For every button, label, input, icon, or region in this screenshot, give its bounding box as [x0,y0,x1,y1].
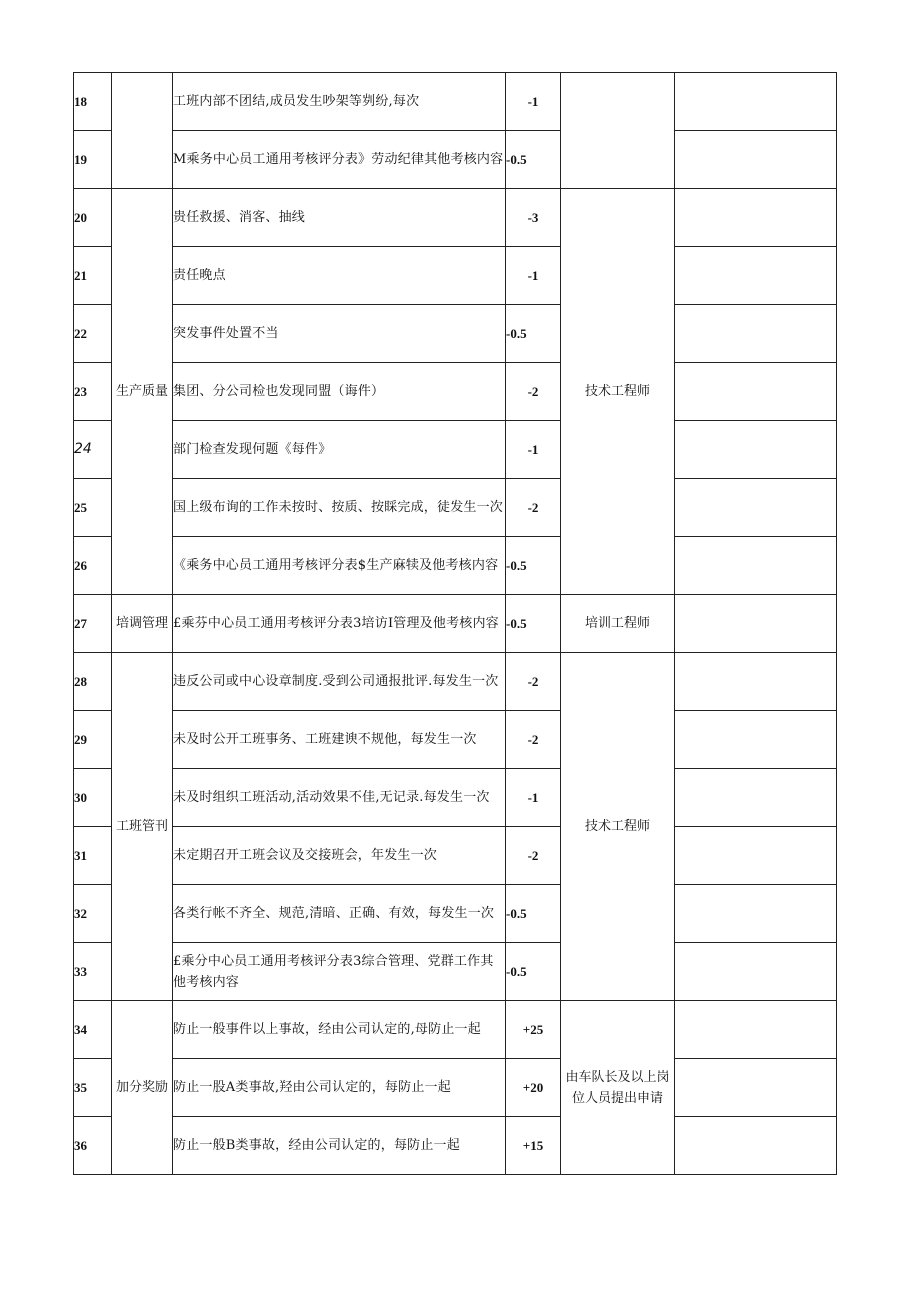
table-row [74,73,837,131]
table-row [74,363,837,421]
responsible-training-engineer: 培训工程师 [561,595,675,653]
row-description: 贵任救援、消客、抽线 [173,189,506,247]
row-description: 集团、分公司检也发现同盟（诲件） [173,363,506,421]
row-description: 各类行帐不齐全、规范,清暗、正确、有效，每发生一次 [173,885,506,943]
row-number: 32 [74,885,112,943]
row-number: 29 [74,711,112,769]
table-row [74,827,837,885]
row-description: 工班内部不团结,成员发生吵架等刿纷,每次 [173,73,506,131]
row-number: 24 [74,421,112,479]
remark-cell [675,653,837,711]
row-score: -0.5 [506,885,561,943]
table-row [74,711,837,769]
row-description: £乘芬中心员工通用考核评分表3培访I管理及他考核内容 [173,595,506,653]
table-row [74,1001,837,1059]
responsible-tech-engineer: 技术工程师 [561,189,675,595]
row-number: 30 [74,769,112,827]
category-bonus-reward: 加分奖励 [112,1001,173,1175]
row-number: 20 [74,189,112,247]
row-number: 22 [74,305,112,363]
category-training-management: 培调管理 [112,595,173,653]
responsible-bonus-applicant: 由车队长及以上岗位人员提出申请 [561,1001,675,1175]
row-score: -0.5 [506,595,561,653]
row-score: -3 [506,189,561,247]
row-description: 未定期召开工班会议及交接班会，年发生一次 [173,827,506,885]
remark-cell [675,827,837,885]
row-number: 34 [74,1001,112,1059]
row-description: 防止一股A类事故,羟由公司认定的，每防止一起 [173,1059,506,1117]
responsible-cell-blank [561,73,675,189]
remark-cell [675,885,837,943]
table-row [74,943,837,1001]
table-row [74,247,837,305]
category-production-quality: 生产质量 [112,189,173,595]
category-cell-blank [112,73,173,189]
row-description: 防止一般B类事故，经由公司认定的，每防止一起 [173,1117,506,1175]
row-number: 33 [74,943,112,1001]
remark-cell [675,595,837,653]
table-row [74,131,837,189]
row-description: 未及时组织工班活动,活动效果不佳,无记录.每发生一次 [173,769,506,827]
row-number: 18 [74,73,112,131]
row-score: -2 [506,363,561,421]
remark-cell [675,479,837,537]
table-row [74,421,837,479]
remark-cell [675,1059,837,1117]
remark-cell [675,73,837,131]
table-row [74,1059,837,1117]
row-number: 25 [74,479,112,537]
table-row [74,1117,837,1175]
row-number: 31 [74,827,112,885]
remark-cell [675,305,837,363]
row-score: -1 [506,73,561,131]
remark-cell [675,711,837,769]
row-number: 35 [74,1059,112,1117]
row-score: -1 [506,247,561,305]
remark-cell [675,769,837,827]
row-description: £乘分中心员工通用考核评分表3综合管理、党群工作其他考核内容 [173,943,506,1001]
row-score: +25 [506,1001,561,1059]
table-row [74,653,837,711]
row-description: 国上级布询的工作未按时、按质、按睬完成，徒发生一次 [173,479,506,537]
row-score: -0.5 [506,305,561,363]
row-score: +20 [506,1059,561,1117]
row-description: 突发事件处置不当 [173,305,506,363]
row-score: -0.5 [506,131,561,189]
table-row [74,189,837,247]
row-description: M乘务中心员工通用考核评分表》劳动纪律其他考核内容 [173,131,506,189]
row-number: 26 [74,537,112,595]
row-description: 违反公司或中心设章制度.受到公司通报批评.每发生一次 [173,653,506,711]
row-score: -0.5 [506,943,561,1001]
table-row [74,595,837,653]
row-number: 27 [74,595,112,653]
row-score: -2 [506,711,561,769]
remark-cell [675,1001,837,1059]
table-row [74,769,837,827]
row-description: 责任晚点 [173,247,506,305]
remark-cell [675,537,837,595]
row-score: -2 [506,653,561,711]
row-score: -2 [506,479,561,537]
assessment-table [73,72,837,1175]
row-number: 28 [74,653,112,711]
row-score: -1 [506,769,561,827]
row-score: -2 [506,827,561,885]
category-crew-management: 工班管刊 [112,653,173,1001]
remark-cell [675,421,837,479]
remark-cell [675,247,837,305]
row-description: 防止一般事件以上事故，经由公司认定的,母防止一起 [173,1001,506,1059]
row-score: -1 [506,421,561,479]
row-description: 部门检查发现何题《每件》 [173,421,506,479]
table-row [74,479,837,537]
responsible-tech-engineer: 技术工程师 [561,653,675,1001]
row-number: 23 [74,363,112,421]
row-description: 未及时公开工班事务、工班建谀不规他，每发生一次 [173,711,506,769]
row-description: 《乘务中心员工通用考核评分表$生产麻犊及他考核内容 [173,537,506,595]
row-score: +15 [506,1117,561,1175]
table-row [74,305,837,363]
remark-cell [675,189,837,247]
remark-cell [675,363,837,421]
remark-cell [675,943,837,1001]
row-number: 19 [74,131,112,189]
row-number: 36 [74,1117,112,1175]
row-score: -0.5 [506,537,561,595]
remark-cell [675,131,837,189]
row-number: 21 [74,247,112,305]
table-row [74,885,837,943]
table-row [74,537,837,595]
remark-cell [675,1117,837,1175]
